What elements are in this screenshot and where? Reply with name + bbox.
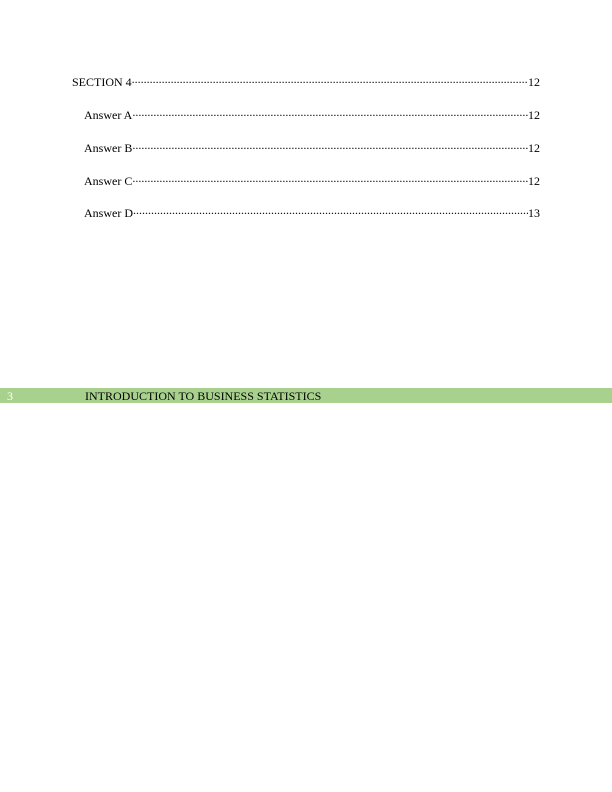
toc-entry-page: 12 xyxy=(528,141,540,155)
toc-entry-page: 12 xyxy=(528,108,540,122)
toc-entry-answer-b[interactable] xyxy=(84,138,540,155)
footer-page-number: 3 xyxy=(7,389,13,403)
toc-dot-leader xyxy=(132,138,528,152)
toc-entry-section-4[interactable] xyxy=(72,72,540,89)
toc-entry-label: SECTION 4 xyxy=(72,75,132,89)
toc-dot-leader xyxy=(133,203,528,217)
toc-dot-leader xyxy=(132,105,528,119)
toc-entry-answer-d[interactable] xyxy=(84,203,540,220)
toc-entry-page: 12 xyxy=(528,174,540,188)
toc-entry-label: Answer B xyxy=(84,141,133,155)
toc-entry-label: Answer A xyxy=(84,108,133,122)
footer-band xyxy=(0,388,612,403)
toc-entry-page: 13 xyxy=(528,206,540,220)
toc-entry-page: 12 xyxy=(528,75,540,89)
toc-entry-answer-c[interactable] xyxy=(84,171,540,188)
footer-title: INTRODUCTION TO BUSINESS STATISTICS xyxy=(85,389,322,403)
toc-entry-label: Answer C xyxy=(84,174,133,188)
toc-dot-leader xyxy=(132,72,528,86)
toc-dot-leader xyxy=(132,171,528,185)
toc-entry-answer-a[interactable] xyxy=(84,105,540,122)
toc-entry-label: Answer D xyxy=(84,206,133,220)
